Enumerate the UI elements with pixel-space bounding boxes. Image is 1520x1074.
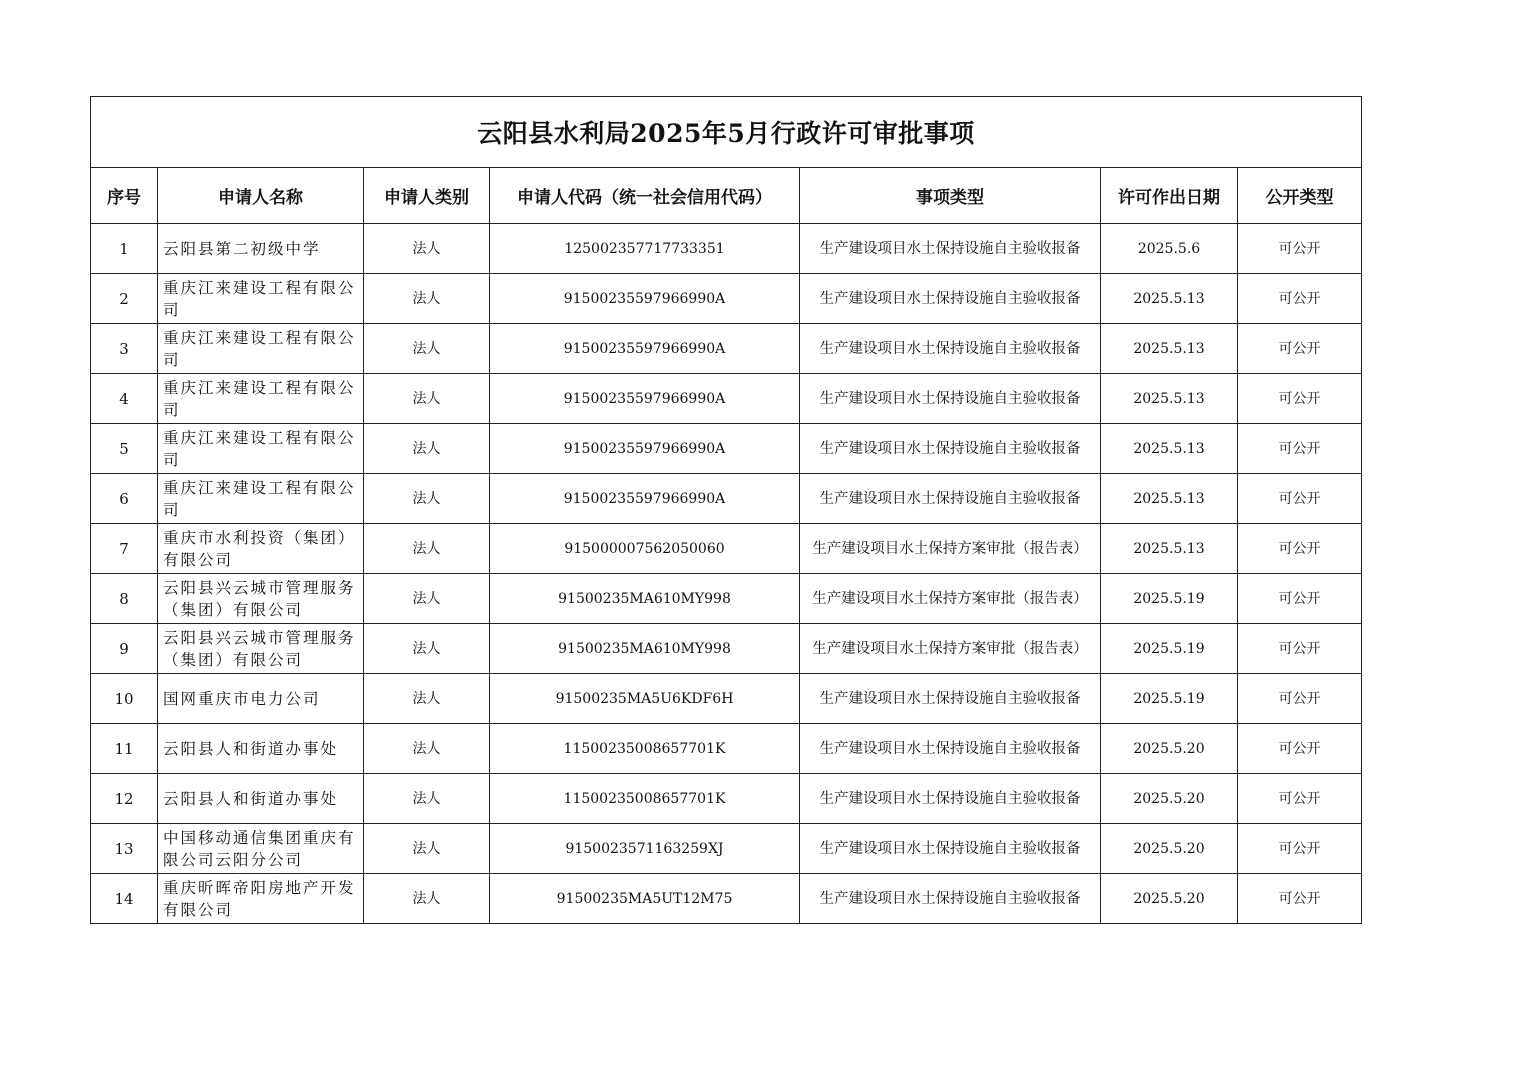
cell-matter-type: 生产建设项目水土保持方案审批（报告表） [800, 624, 1101, 674]
cell-matter-type: 生产建设项目水土保持设施自主验收报备 [800, 474, 1101, 524]
cell-applicant-name: 云阳县人和街道办事处 [158, 774, 364, 824]
cell-permit-date: 2025.5.20 [1101, 724, 1238, 774]
header-disclosure-type: 公开类型 [1238, 168, 1362, 224]
cell-applicant-name: 云阳县兴云城市管理服务（集团）有限公司 [158, 624, 364, 674]
cell-matter-type: 生产建设项目水土保持设施自主验收报备 [800, 324, 1101, 374]
cell-applicant-name: 重庆江来建设工程有限公司 [158, 374, 364, 424]
cell-matter-type: 生产建设项目水土保持设施自主验收报备 [800, 424, 1101, 474]
cell-matter-type: 生产建设项目水土保持设施自主验收报备 [800, 274, 1101, 324]
cell-disclosure-type: 可公开 [1238, 874, 1362, 924]
header-applicant-name: 申请人名称 [158, 168, 364, 224]
cell-permit-date: 2025.5.19 [1101, 674, 1238, 724]
cell-matter-type: 生产建设项目水土保持设施自主验收报备 [800, 824, 1101, 874]
permit-table [90, 96, 1362, 924]
cell-disclosure-type: 可公开 [1238, 224, 1362, 274]
cell-applicant-category: 法人 [364, 374, 490, 424]
cell-applicant-name: 云阳县第二初级中学 [158, 224, 364, 274]
cell-applicant-code: 11500235008657701K [490, 774, 800, 824]
table-title: 云阳县水利局2025年5月行政许可审批事项 [91, 97, 1362, 168]
table-row [91, 574, 1362, 624]
cell-seq: 3 [91, 324, 158, 374]
cell-disclosure-type: 可公开 [1238, 574, 1362, 624]
cell-applicant-category: 法人 [364, 324, 490, 374]
cell-matter-type: 生产建设项目水土保持设施自主验收报备 [800, 874, 1101, 924]
cell-applicant-name: 重庆江来建设工程有限公司 [158, 424, 364, 474]
cell-applicant-name: 重庆江来建设工程有限公司 [158, 274, 364, 324]
cell-permit-date: 2025.5.20 [1101, 774, 1238, 824]
table-row [91, 424, 1362, 474]
cell-applicant-code: 91500235MA5U6KDF6H [490, 674, 800, 724]
cell-disclosure-type: 可公开 [1238, 774, 1362, 824]
table-row [91, 224, 1362, 274]
cell-permit-date: 2025.5.13 [1101, 274, 1238, 324]
cell-seq: 12 [91, 774, 158, 824]
cell-disclosure-type: 可公开 [1238, 424, 1362, 474]
cell-applicant-category: 法人 [364, 574, 490, 624]
cell-seq: 6 [91, 474, 158, 524]
cell-seq: 10 [91, 674, 158, 724]
table-row [91, 324, 1362, 374]
cell-disclosure-type: 可公开 [1238, 624, 1362, 674]
header-permit-date: 许可作出日期 [1101, 168, 1238, 224]
cell-seq: 11 [91, 724, 158, 774]
table-row [91, 774, 1362, 824]
cell-applicant-code: 91500235597966990A [490, 374, 800, 424]
table-row [91, 524, 1362, 574]
cell-seq: 13 [91, 824, 158, 874]
header-seq: 序号 [91, 168, 158, 224]
table-row [91, 624, 1362, 674]
cell-disclosure-type: 可公开 [1238, 274, 1362, 324]
cell-applicant-code: 91500235597966990A [490, 324, 800, 374]
cell-applicant-category: 法人 [364, 674, 490, 724]
cell-applicant-code: 125002357717733351 [490, 224, 800, 274]
header-applicant-code: 申请人代码（统一社会信用代码） [490, 168, 800, 224]
cell-applicant-category: 法人 [364, 624, 490, 674]
cell-permit-date: 2025.5.19 [1101, 574, 1238, 624]
cell-permit-date: 2025.5.19 [1101, 624, 1238, 674]
cell-applicant-name: 中国移动通信集团重庆有限公司云阳分公司 [158, 824, 364, 874]
cell-applicant-category: 法人 [364, 874, 490, 924]
cell-matter-type: 生产建设项目水土保持方案审批（报告表） [800, 574, 1101, 624]
cell-matter-type: 生产建设项目水土保持设施自主验收报备 [800, 224, 1101, 274]
cell-applicant-name: 云阳县人和街道办事处 [158, 724, 364, 774]
cell-permit-date: 2025.5.13 [1101, 324, 1238, 374]
cell-matter-type: 生产建设项目水土保持设施自主验收报备 [800, 374, 1101, 424]
cell-applicant-code: 915000007562050060 [490, 524, 800, 574]
cell-applicant-category: 法人 [364, 524, 490, 574]
cell-matter-type: 生产建设项目水土保持设施自主验收报备 [800, 724, 1101, 774]
cell-seq: 14 [91, 874, 158, 924]
cell-matter-type: 生产建设项目水土保持设施自主验收报备 [800, 774, 1101, 824]
cell-applicant-category: 法人 [364, 274, 490, 324]
cell-seq: 7 [91, 524, 158, 574]
cell-matter-type: 生产建设项目水土保持方案审批（报告表） [800, 524, 1101, 574]
table-row [91, 874, 1362, 924]
cell-seq: 5 [91, 424, 158, 474]
header-applicant-category: 申请人类别 [364, 168, 490, 224]
cell-permit-date: 2025.5.6 [1101, 224, 1238, 274]
cell-matter-type: 生产建设项目水土保持设施自主验收报备 [800, 674, 1101, 724]
cell-applicant-code: 91500235MA5UT12M75 [490, 874, 800, 924]
cell-seq: 4 [91, 374, 158, 424]
cell-seq: 9 [91, 624, 158, 674]
cell-permit-date: 2025.5.13 [1101, 374, 1238, 424]
table-row [91, 474, 1362, 524]
cell-disclosure-type: 可公开 [1238, 324, 1362, 374]
cell-seq: 8 [91, 574, 158, 624]
header-matter-type: 事项类型 [800, 168, 1101, 224]
cell-disclosure-type: 可公开 [1238, 824, 1362, 874]
table-row [91, 374, 1362, 424]
cell-applicant-category: 法人 [364, 474, 490, 524]
table-row [91, 674, 1362, 724]
cell-seq: 2 [91, 274, 158, 324]
cell-applicant-code: 91500235MA610MY998 [490, 624, 800, 674]
cell-applicant-name: 云阳县兴云城市管理服务（集团）有限公司 [158, 574, 364, 624]
cell-permit-date: 2025.5.13 [1101, 474, 1238, 524]
table-row [91, 274, 1362, 324]
cell-disclosure-type: 可公开 [1238, 524, 1362, 574]
cell-applicant-code: 11500235008657701K [490, 724, 800, 774]
cell-permit-date: 2025.5.13 [1101, 524, 1238, 574]
cell-applicant-category: 法人 [364, 774, 490, 824]
cell-applicant-category: 法人 [364, 824, 490, 874]
cell-applicant-code: 91500235597966990A [490, 424, 800, 474]
cell-applicant-name: 国网重庆市电力公司 [158, 674, 364, 724]
cell-applicant-name: 重庆市水利投资（集团）有限公司 [158, 524, 364, 574]
cell-applicant-category: 法人 [364, 424, 490, 474]
cell-permit-date: 2025.5.13 [1101, 424, 1238, 474]
cell-permit-date: 2025.5.20 [1101, 874, 1238, 924]
cell-applicant-category: 法人 [364, 224, 490, 274]
table-row [91, 724, 1362, 774]
cell-disclosure-type: 可公开 [1238, 724, 1362, 774]
cell-permit-date: 2025.5.20 [1101, 824, 1238, 874]
cell-seq: 1 [91, 224, 158, 274]
cell-disclosure-type: 可公开 [1238, 374, 1362, 424]
cell-applicant-code: 91500235597966990A [490, 474, 800, 524]
cell-applicant-name: 重庆昕晖帝阳房地产开发有限公司 [158, 874, 364, 924]
cell-applicant-category: 法人 [364, 724, 490, 774]
cell-applicant-code: 91500235MA610MY998 [490, 574, 800, 624]
cell-applicant-name: 重庆江来建设工程有限公司 [158, 324, 364, 374]
table-row [91, 824, 1362, 874]
cell-applicant-name: 重庆江来建设工程有限公司 [158, 474, 364, 524]
cell-applicant-code: 91500235597966990A [490, 274, 800, 324]
cell-disclosure-type: 可公开 [1238, 474, 1362, 524]
cell-disclosure-type: 可公开 [1238, 674, 1362, 724]
cell-applicant-code: 9150023571163259XJ [490, 824, 800, 874]
